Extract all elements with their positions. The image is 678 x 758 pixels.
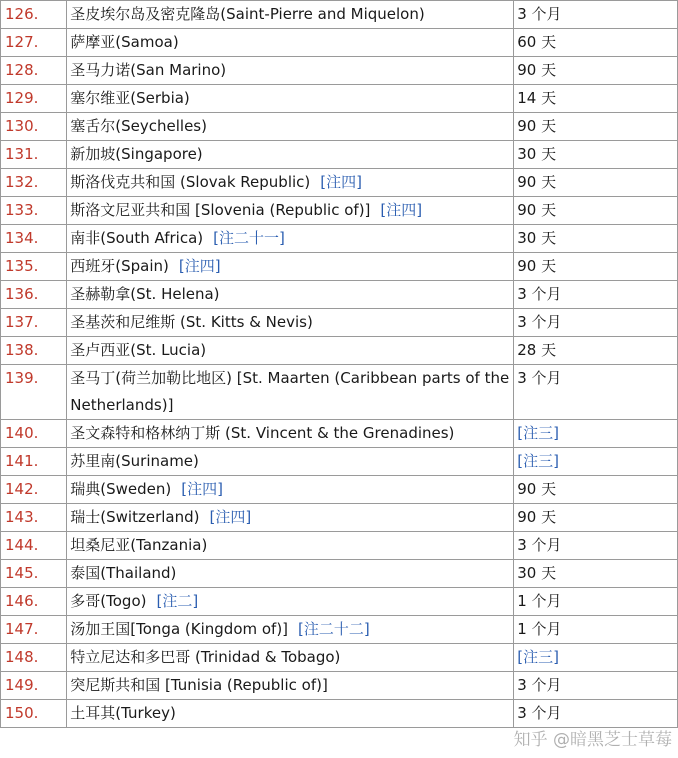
table-row (1, 281, 678, 309)
row-number: 143. (1, 504, 67, 532)
note-link[interactable]: [注四] (380, 201, 423, 219)
stay-duration-text: 30 天 (517, 145, 557, 163)
country-name: 西班牙(Spain) (70, 257, 169, 275)
country-cell (67, 141, 514, 169)
country-cell (67, 197, 514, 225)
table-row (1, 532, 678, 560)
country-name: 塞尔维亚(Serbia) (70, 89, 190, 107)
table-row (1, 616, 678, 644)
stay-duration (514, 113, 678, 141)
stay-note-link[interactable]: [注三] (517, 452, 559, 470)
note-link[interactable]: [注四] (181, 480, 223, 498)
stay-duration-text: 3 个月 (517, 676, 562, 694)
row-number: 135. (1, 253, 67, 281)
country-name: 瑞典(Sweden) (70, 480, 172, 498)
table-row (1, 85, 678, 113)
table-row (1, 141, 678, 169)
country-name: 圣卢西亚(St. Lucia) (70, 341, 207, 359)
stay-duration (514, 337, 678, 365)
country-name: 圣赫勒拿(St. Helena) (70, 285, 220, 303)
country-cell (67, 644, 514, 672)
table-row (1, 365, 678, 420)
table-row (1, 448, 678, 476)
row-number: 137. (1, 309, 67, 337)
row-number: 139. (1, 365, 67, 420)
note-link[interactable]: [注二十二] (298, 620, 370, 638)
stay-duration (514, 197, 678, 225)
note-link[interactable]: [注二] (156, 592, 199, 610)
row-number: 146. (1, 588, 67, 616)
stay-duration-text: 30 天 (517, 564, 557, 582)
table-row (1, 420, 678, 448)
country-name: 塞舌尔(Seychelles) (70, 117, 207, 135)
country-cell (67, 616, 514, 644)
country-name: 斯洛文尼亚共和国 [Slovenia (Republic of)] (70, 201, 371, 219)
stay-duration-text: 3 个月 (517, 285, 562, 303)
stay-duration-text: 90 天 (517, 480, 557, 498)
country-name: 圣基茨和尼维斯 (St. Kitts & Nevis) (70, 313, 313, 331)
table-row (1, 700, 678, 728)
country-cell (67, 309, 514, 337)
stay-duration-text: 3 个月 (517, 5, 562, 23)
country-name: 土耳其(Turkey) (70, 704, 176, 722)
stay-duration-text: 1 个月 (517, 620, 562, 638)
country-cell (67, 448, 514, 476)
stay-duration (514, 476, 678, 504)
row-number: 138. (1, 337, 67, 365)
country-name: 苏里南(Suriname) (70, 452, 199, 470)
country-name: 圣马丁(荷兰加勒比地区) [St. Maarten (Caribbean parts of the Netherlands)] (70, 369, 510, 414)
row-number: 149. (1, 672, 67, 700)
table-row (1, 225, 678, 253)
row-number: 127. (1, 29, 67, 57)
stay-duration-text: 3 个月 (517, 369, 562, 387)
stay-duration (514, 57, 678, 85)
row-number: 147. (1, 616, 67, 644)
table-row (1, 588, 678, 616)
table-row (1, 337, 678, 365)
stay-duration-text: 3 个月 (517, 313, 562, 331)
country-cell (67, 560, 514, 588)
stay-duration-text: 3 个月 (517, 704, 562, 722)
row-number: 140. (1, 420, 67, 448)
note-link[interactable]: [注四] (320, 173, 362, 191)
stay-duration-text: 3 个月 (517, 536, 562, 554)
country-cell (67, 504, 514, 532)
row-number: 144. (1, 532, 67, 560)
country-cell (67, 365, 514, 420)
row-number: 131. (1, 141, 67, 169)
stay-duration (514, 672, 678, 700)
stay-duration (514, 309, 678, 337)
stay-duration-text: 90 天 (517, 257, 557, 275)
country-cell (67, 700, 514, 728)
stay-duration (514, 560, 678, 588)
stay-note-link[interactable]: [注三] (517, 648, 559, 666)
country-cell (67, 113, 514, 141)
row-number: 148. (1, 644, 67, 672)
stay-duration (514, 225, 678, 253)
stay-duration (514, 532, 678, 560)
stay-note-link[interactable]: [注三] (517, 424, 559, 442)
table-row (1, 57, 678, 85)
stay-duration (514, 616, 678, 644)
table-row (1, 169, 678, 197)
visa-table-body (1, 1, 678, 728)
table-row (1, 672, 678, 700)
row-number: 129. (1, 85, 67, 113)
country-name: 坦桑尼亚(Tanzania) (70, 536, 208, 554)
row-number: 145. (1, 560, 67, 588)
stay-duration (514, 169, 678, 197)
table-row (1, 309, 678, 337)
row-number: 132. (1, 169, 67, 197)
country-name: 突尼斯共和国 [Tunisia (Republic of)] (70, 676, 328, 694)
country-name: 新加坡(Singapore) (70, 145, 203, 163)
stay-duration-text: 90 天 (517, 117, 557, 135)
country-name: 汤加王国[Tonga (Kingdom of)] (70, 620, 289, 638)
stay-duration-text: 90 天 (517, 173, 557, 191)
country-cell (67, 337, 514, 365)
country-cell (67, 225, 514, 253)
stay-duration (514, 588, 678, 616)
row-number: 136. (1, 281, 67, 309)
stay-duration (514, 448, 678, 476)
stay-duration (514, 253, 678, 281)
country-name: 圣马力诺(San Marino) (70, 61, 227, 79)
country-name: 南非(South Africa) (70, 229, 204, 247)
country-cell (67, 672, 514, 700)
stay-duration-text: 60 天 (517, 33, 557, 51)
row-number: 128. (1, 57, 67, 85)
note-link[interactable]: [注四] (209, 508, 252, 526)
stay-duration (514, 504, 678, 532)
stay-duration (514, 141, 678, 169)
country-cell (67, 532, 514, 560)
watermark: 知乎 @暗黑芝士草莓 (513, 730, 672, 750)
table-row (1, 560, 678, 588)
country-cell (67, 57, 514, 85)
country-cell (67, 85, 514, 113)
country-cell (67, 420, 514, 448)
country-name: 斯洛伐克共和国 (Slovak Republic) (70, 173, 311, 191)
table-row (1, 644, 678, 672)
table-row (1, 1, 678, 29)
stay-duration (514, 29, 678, 57)
stay-duration (514, 420, 678, 448)
country-name: 特立尼达和多巴哥 (Trinidad & Tobago) (70, 648, 341, 666)
country-name: 圣文森特和格林纳丁斯 (St. Vincent & the Grenadines) (70, 424, 455, 442)
stay-duration (514, 1, 678, 29)
table-row (1, 197, 678, 225)
row-number: 142. (1, 476, 67, 504)
stay-duration-text: 28 天 (517, 341, 557, 359)
stay-duration-text: 14 天 (517, 89, 557, 107)
stay-duration (514, 85, 678, 113)
stay-duration-text: 90 天 (517, 61, 557, 79)
stay-duration (514, 644, 678, 672)
stay-duration (514, 365, 678, 420)
stay-duration-text: 90 天 (517, 508, 557, 526)
table-row (1, 113, 678, 141)
country-name: 圣皮埃尔岛及密克隆岛(Saint-Pierre and Miquelon) (70, 5, 425, 23)
country-name: 泰国(Thailand) (70, 564, 177, 582)
row-number: 133. (1, 197, 67, 225)
row-number: 141. (1, 448, 67, 476)
row-number: 150. (1, 700, 67, 728)
country-cell (67, 169, 514, 197)
stay-duration-text: 30 天 (517, 229, 557, 247)
stay-duration (514, 700, 678, 728)
country-cell (67, 588, 514, 616)
country-name: 瑞士(Switzerland) (70, 508, 200, 526)
note-link[interactable]: [注二十一] (213, 229, 285, 247)
row-number: 134. (1, 225, 67, 253)
table-row (1, 253, 678, 281)
country-cell (67, 1, 514, 29)
table-row (1, 476, 678, 504)
country-cell (67, 29, 514, 57)
stay-duration-text: 1 个月 (517, 592, 562, 610)
row-number: 126. (1, 1, 67, 29)
country-cell (67, 476, 514, 504)
country-name: 多哥(Togo) (70, 592, 147, 610)
country-cell (67, 253, 514, 281)
country-cell (67, 281, 514, 309)
stay-duration-text: 90 天 (517, 201, 557, 219)
table-row (1, 29, 678, 57)
stay-duration (514, 281, 678, 309)
table-row (1, 504, 678, 532)
note-link[interactable]: [注四] (178, 257, 221, 275)
country-name: 萨摩亚(Samoa) (70, 33, 179, 51)
row-number: 130. (1, 113, 67, 141)
